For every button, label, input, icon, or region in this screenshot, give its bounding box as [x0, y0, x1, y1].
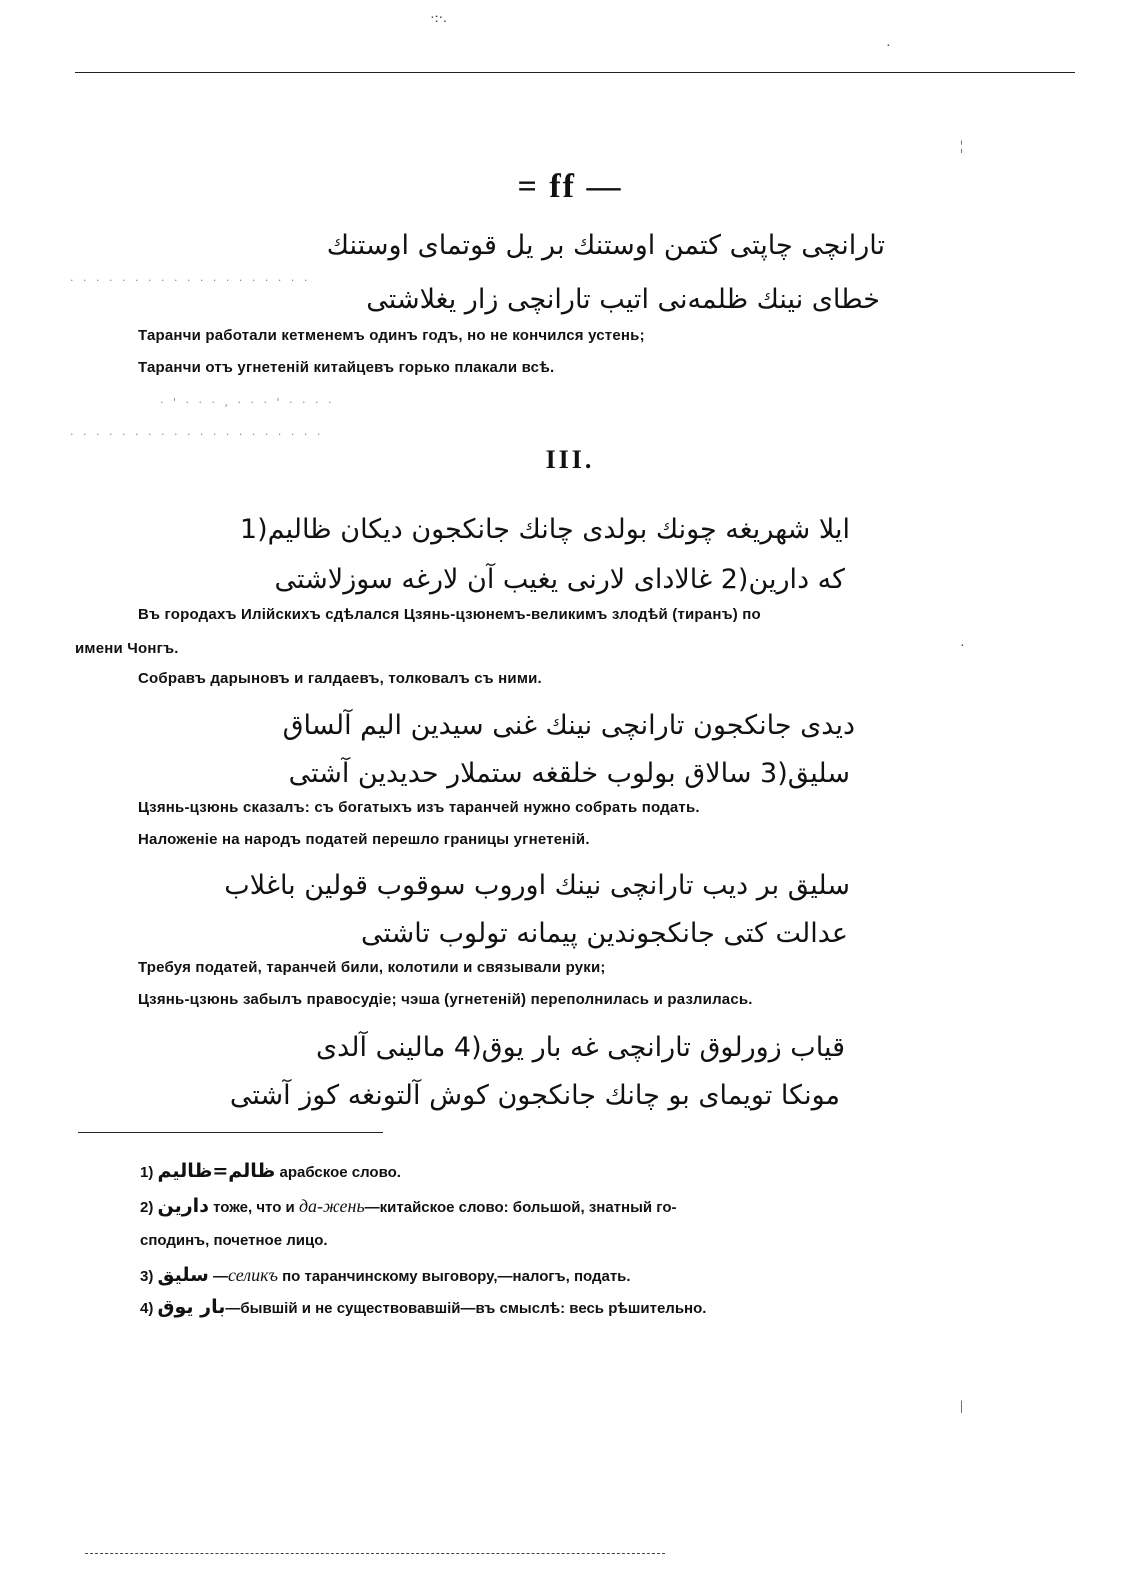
russian-translation-line: Цзянь-цзюнь забылъ правосудіе; чэша (угнетеній) переполнилась и разлилась.: [138, 991, 753, 1008]
arabic-line: كه دارين(2 غالاداى لارنى يغيب آن لارغه سوزلاشتى: [274, 564, 845, 595]
arabic-line: ايلا شهريغه چونك بولدى چانك جانكجون ديكان ظاليم(1: [239, 514, 850, 545]
footnote-rule: [78, 1132, 383, 1133]
page-number: = ff —: [517, 168, 623, 205]
footnote-text: арабское слово.: [279, 1164, 401, 1181]
footnote-italic-term: селикъ: [228, 1265, 278, 1285]
arabic-line: عدالت كتى جانكجوندين پيمانه تولوب تاشتى: [361, 918, 848, 949]
ink-speck: ·: [886, 39, 891, 54]
arabic-line: قياب زورلوق تارانچى غه بار يوق(4 مالينى آلدى: [315, 1032, 845, 1063]
bleed-through-text: · ' · · · , · · · ' · · · ·: [160, 396, 335, 409]
footnote-4: [140, 1298, 706, 1317]
russian-translation-line: Таранчи отъ угнетеній китайцевъ горько плакали всѣ.: [138, 359, 555, 376]
bleed-through-text: · · · · · · · · · · · · · · · · · · · ·: [70, 428, 324, 441]
arabic-line: مونكا تويماى بو چانك جانكجون كوش آلتونغه كوز آشتى: [229, 1080, 840, 1111]
footnote-text: —бывшій и не существовавшій—въ смыслѣ: весь рѣшительно.: [225, 1300, 707, 1317]
russian-translation-line: Таранчи работали кетменемъ одинъ годъ, но не кончился устень;: [138, 327, 645, 344]
footnote-text: тоже, что и: [213, 1199, 295, 1216]
russian-translation-line: имени Чонгъ.: [75, 640, 179, 657]
footnote-text: —: [213, 1268, 229, 1285]
russian-translation-line: Наложеніе на народъ податей перешло границы угнетеній.: [138, 831, 590, 848]
ink-speck: |: [960, 1399, 963, 1414]
footnote-1: [140, 1162, 401, 1181]
footnote-arabic-term: ظالم=ظاليم: [157, 1160, 276, 1182]
arabic-line: سليق(3 سالاق بولوب خلقغه ستملار حديدين آشتى: [288, 758, 850, 789]
footnote-2-continuation: сподинъ, почетное лицо.: [140, 1232, 328, 1249]
bleed-through-text: · · · · · · · · · · · · · · · · · · ·: [70, 274, 311, 287]
footnote-number: 3): [140, 1268, 154, 1285]
arabic-line: سليق بر ديب تارانچى نينك اوروب سوقوب قولين باغلاب: [224, 870, 850, 901]
footnote-text: —китайское слово: большой, знатный го-: [364, 1199, 677, 1216]
arabic-line: ديدى جانكجون تارانچى نينك غنى سيدين اليم آلساق: [282, 710, 855, 741]
russian-translation-line: Требуя податей, таранчей били, колотили и связывали руки;: [138, 959, 606, 976]
footnote-arabic-term: سليق: [157, 1264, 209, 1286]
footnote-italic-term: да-жень: [298, 1196, 365, 1216]
russian-translation-line: Въ городахъ Илійскихъ сдѣлался Цзянь-цзюнемъ-великимъ злодѣй (тиранъ) по: [138, 606, 761, 623]
footnote-arabic-term: بار يوق: [157, 1296, 226, 1318]
arabic-line: تارانچى چاپتى كتمن اوستنك بر يل قوتماى اوستنك: [326, 230, 885, 261]
footnote-3: [140, 1266, 631, 1285]
footnote-text: по таранчинскому выговору,—налогъ, подать.: [282, 1268, 631, 1285]
footnote-2: [140, 1197, 677, 1216]
footnote-number: 2): [140, 1199, 154, 1216]
footnote-number: 1): [140, 1164, 154, 1181]
section-numeral: III.: [545, 445, 595, 474]
russian-translation-line: Собравъ дарыновъ и галдаевъ, толковалъ съ ними.: [138, 670, 542, 687]
bottom-rule: [85, 1553, 665, 1554]
top-rule: [75, 72, 1075, 73]
ink-speck: ·: [960, 639, 965, 654]
ink-speck: ¦: [960, 139, 963, 154]
arabic-line: خطاى نينك ظلمەنى اتيب تارانچى زار يغلاشتى: [366, 284, 880, 315]
ink-speck: ·:·.: [430, 11, 447, 26]
footnote-arabic-term: دارين: [157, 1195, 209, 1217]
footnote-number: 4): [140, 1300, 154, 1317]
russian-translation-line: Цзянь-цзюнь сказалъ: съ богатыхъ изъ таранчей нужно собрать подать.: [138, 799, 700, 816]
